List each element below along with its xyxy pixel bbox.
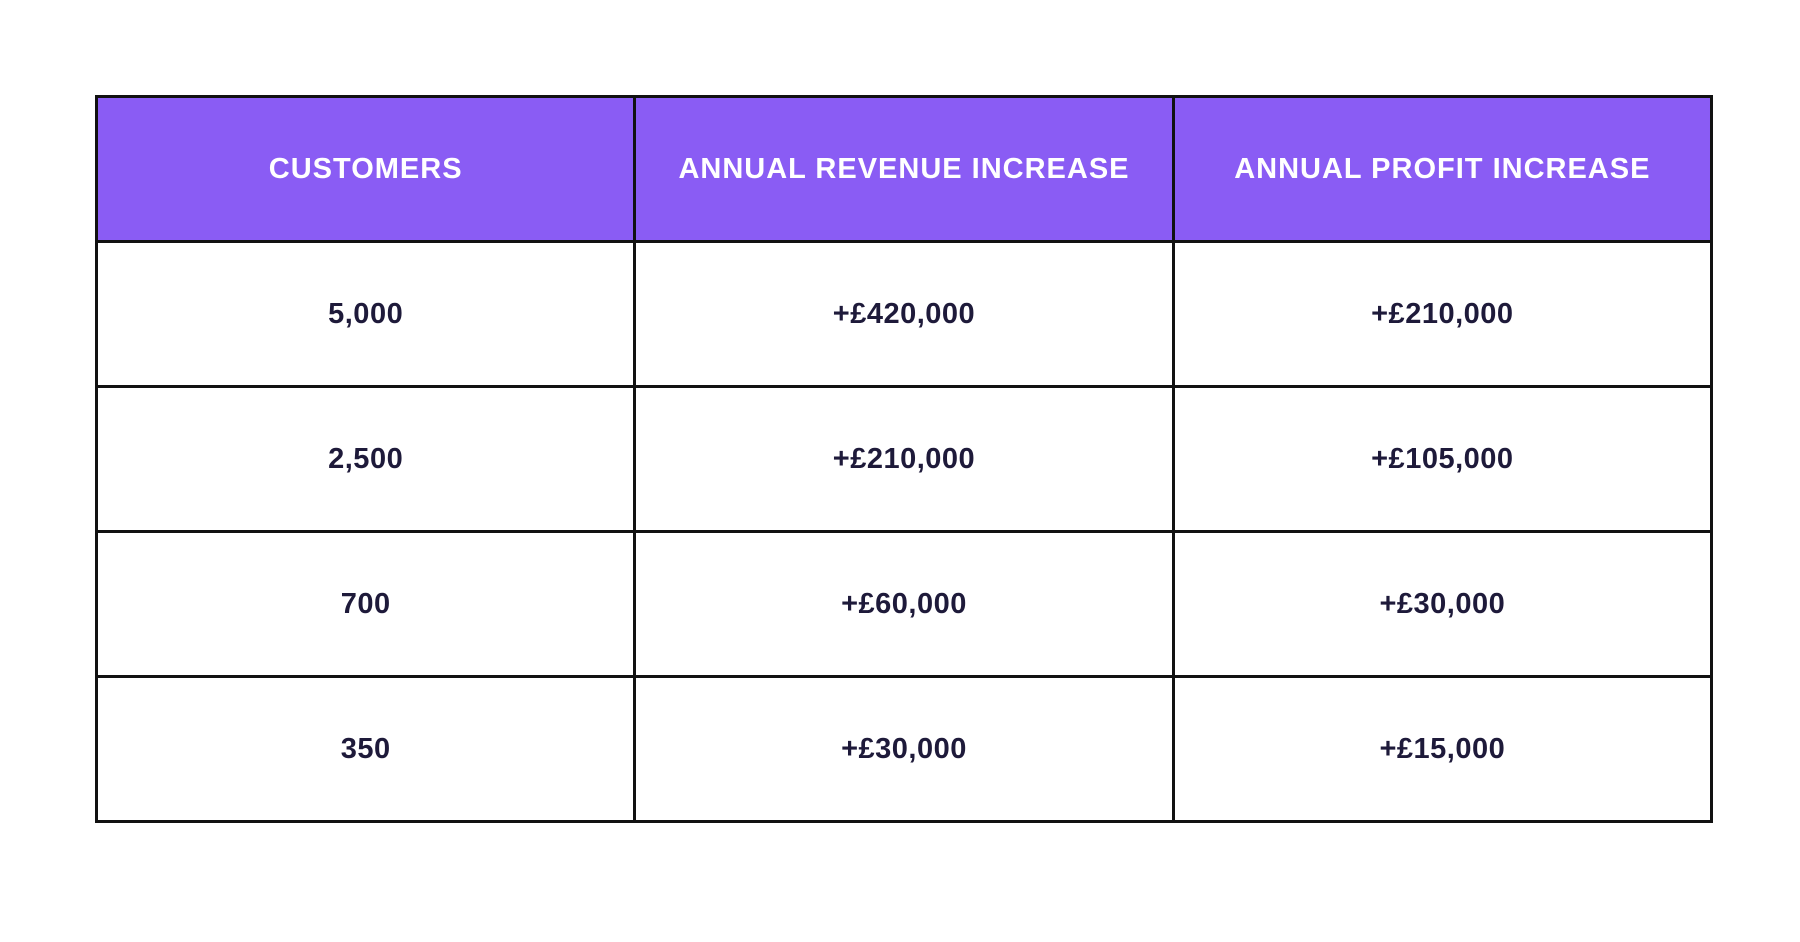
- table-container: [95, 95, 1713, 823]
- header-row: [97, 97, 1712, 242]
- cell-profit-increase: +£210,000: [1173, 242, 1711, 387]
- table-row: [97, 532, 1712, 677]
- cell-customers: 700: [97, 532, 635, 677]
- table-row: [97, 242, 1712, 387]
- table-row: [97, 677, 1712, 822]
- cell-customers: 5,000: [97, 242, 635, 387]
- cell-customers: 350: [97, 677, 635, 822]
- header-annual-profit-increase: ANNUAL PROFIT INCREASE: [1173, 97, 1711, 242]
- cell-customers: 2,500: [97, 387, 635, 532]
- header-annual-revenue-increase: ANNUAL REVENUE INCREASE: [635, 97, 1173, 242]
- table-header: [97, 97, 1712, 242]
- cell-profit-increase: +£105,000: [1173, 387, 1711, 532]
- cell-revenue-increase: +£60,000: [635, 532, 1173, 677]
- table-body: [97, 242, 1712, 822]
- header-customers: CUSTOMERS: [97, 97, 635, 242]
- cell-revenue-increase: +£30,000: [635, 677, 1173, 822]
- revenue-profit-table: [95, 95, 1713, 823]
- cell-revenue-increase: +£420,000: [635, 242, 1173, 387]
- table-row: [97, 387, 1712, 532]
- cell-revenue-increase: +£210,000: [635, 387, 1173, 532]
- cell-profit-increase: +£15,000: [1173, 677, 1711, 822]
- cell-profit-increase: +£30,000: [1173, 532, 1711, 677]
